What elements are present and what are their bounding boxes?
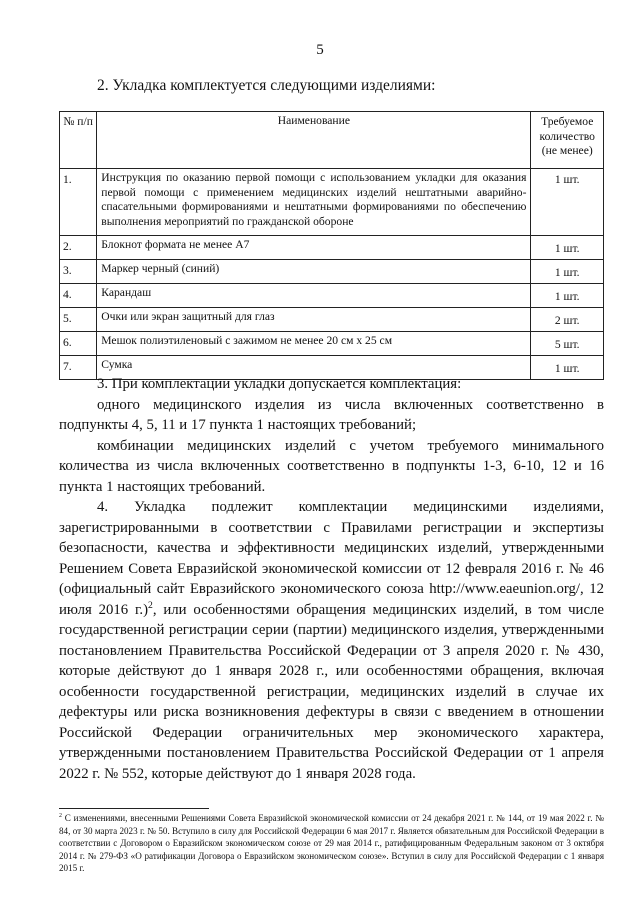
row-number: 3. (60, 260, 97, 284)
header-name: Наименование (97, 112, 531, 169)
paragraph-3-item-b: комбинации медицинских изделий с учетом требуемого минимального количества из числа включенных соответственно в подпункты 1-3, 6-10, 12 и 16 пункта 1 настоящих требований. (59, 437, 604, 495)
row-name: Инструкция по оказанию первой помощи с использованием укладки для оказания первой помощи с применением медицинских изделий нештатными аварийно-спасательными формированиями и нештатными формированиями по обеспечению выполнения мероприятий по гражданской обороне (97, 169, 531, 236)
row-quantity: 1 шт. (531, 260, 604, 284)
table-row (60, 236, 604, 260)
table-header-row (60, 112, 604, 169)
table-row (60, 308, 604, 332)
row-number: 7. (60, 356, 97, 380)
row-quantity: 5 шт. (531, 332, 604, 356)
header-number: № п/п (60, 112, 97, 169)
row-quantity: 1 шт. (531, 356, 604, 380)
row-name: Сумка (97, 356, 531, 380)
footnote-mark: 2 (59, 812, 62, 819)
row-name: Блокнот формата не менее А7 (97, 236, 531, 260)
row-number: 4. (60, 284, 97, 308)
paragraph-4 (59, 497, 604, 784)
body-text (59, 374, 604, 784)
row-number: 2. (60, 236, 97, 260)
table-row (60, 332, 604, 356)
paragraph-3-title: 3. При комплектации укладки допускается комплектация: (97, 376, 462, 392)
row-number: 6. (60, 332, 97, 356)
table-row (60, 284, 604, 308)
row-quantity: 2 шт. (531, 308, 604, 332)
section-heading: 2. Укладка комплектуется следующими изделиями: (97, 77, 436, 94)
footnote-reference: 2 (148, 599, 153, 611)
paragraph-3-item-a: одного медицинского изделия из числа включенных соответственно в подпункты 4, 5, 11 и 17 пункта 1 настоящих требований; (59, 396, 604, 433)
table-row (60, 260, 604, 284)
row-quantity: 1 шт. (531, 284, 604, 308)
footnote (59, 812, 604, 875)
footnote-divider (59, 808, 209, 809)
header-quantity: Требуемое количество (не менее) (531, 112, 604, 169)
row-number: 1. (60, 169, 97, 236)
page-number: 5 (316, 42, 324, 58)
paragraph-4-part-2: , или особенностями обращения медицинских изделий, в том числе государственной регистрации серии (партии) медицинского изделия, утвержденными постановлением Правительства Российской Федерации от 3 апреля 2020 г. № 430, которые действуют до 1 января 2028 г., или особенностями обращения, включая особенности государственной регистрации, медицинских изделий в случае их дефектуры или риска возникновения дефектуры в связи с введением в отношении Российской Федерации ограничительных мер экономического характера, утвержденными постановлением Правительства Российской Федерации от 1 апреля 2022 г. № 552, которые действуют до 1 января 2028 года. (59, 601, 604, 782)
row-name: Мешок полиэтиленовый с зажимом не менее 20 см х 25 см (97, 332, 531, 356)
row-name: Очки или экран защитный для глаз (97, 308, 531, 332)
footnote-text: С изменениями, внесенными Решениями Совета Евразийской экономической комиссии от 24 декабря 2021 г. № 144, от 19 мая 2022 г. № 84, от 30 марта 2023 г. № 50. Вступило в силу для Российской Федерации 6 мая 2017 г. Является обязательным для Российской Федерации в соответствии с Договором о Евразийском экономическом союзе от 29 мая 2014 г., ратифицированным Федеральным законом от 3 октября 2014 г. № 279-ФЗ «О ратификации Договора о Евразийском экономическом союзе». Вступил в силу для Российской Федерации с 1 января 2015 г. (59, 813, 604, 874)
paragraph-4-part-1: 4. Укладка подлежит комплектации медицинскими изделиями, зарегистрированными в соответствии с Правилами регистрации и экспертизы безопасности, качества и эффективности медицинских изделий, утвержденными Решением Совета Евразийской экономической комиссии от 12 февраля 2016 г. № 46 (официальный сайт Евразийского экономического союза http://www.eaeunion.org/, 12 июля 2016 г.) (59, 499, 604, 618)
row-quantity: 1 шт. (531, 236, 604, 260)
row-number: 5. (60, 308, 97, 332)
row-name: Маркер черный (синий) (97, 260, 531, 284)
table-row (60, 169, 604, 236)
row-quantity: 1 шт. (531, 169, 604, 236)
row-name: Карандаш (97, 284, 531, 308)
items-table (59, 111, 604, 380)
